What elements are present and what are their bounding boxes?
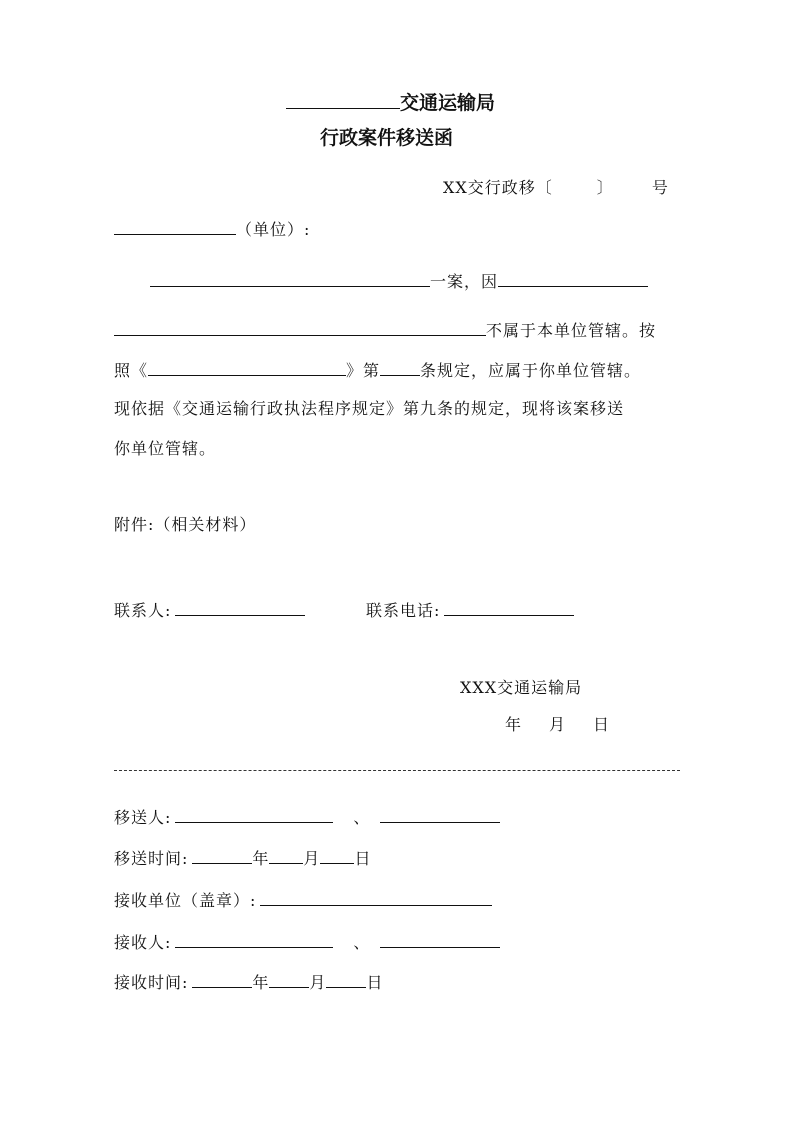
sender-separator: 、 xyxy=(353,808,371,827)
receiver-label: 接收人: xyxy=(114,933,172,952)
contact-person-field[interactable] xyxy=(175,601,305,616)
article-text: 条规定，应属于你单位管辖。 xyxy=(420,361,642,380)
case-name-field[interactable] xyxy=(150,272,430,287)
receiver-line xyxy=(114,933,500,951)
sender-field-1[interactable] xyxy=(175,808,333,823)
send-month-field[interactable] xyxy=(269,849,303,864)
regulation-name-field[interactable] xyxy=(148,361,346,376)
receive-time-line xyxy=(114,973,383,991)
bureau-name-blank[interactable] xyxy=(286,90,400,109)
reason-continued-field[interactable] xyxy=(114,321,486,336)
contact-phone-label: 联系电话: xyxy=(366,601,441,620)
receive-day-field[interactable] xyxy=(326,973,366,988)
receiver-field-2[interactable] xyxy=(380,933,500,948)
contact-phone-line xyxy=(366,601,574,619)
doc-no-prefix: XX交行政移〔 xyxy=(443,178,553,197)
contact-person-line xyxy=(114,601,305,619)
sender-label: 移送人: xyxy=(114,808,172,827)
send-year-label: 年 xyxy=(252,849,270,868)
page-title: 行政案件移送函 xyxy=(320,127,454,149)
send-day-label: 日 xyxy=(354,849,372,868)
case-text: 一案，因 xyxy=(430,272,499,291)
bureau-title xyxy=(286,90,495,113)
basis-line: 现依据《交通运输行政执法程序规定》第九条的规定，现将该案移送 xyxy=(114,399,625,418)
bureau-suffix: 交通运输局 xyxy=(400,92,496,114)
send-time-label: 移送时间: xyxy=(114,849,189,868)
zhao-text: 照《 xyxy=(114,361,149,380)
not-jurisdiction-text: 不属于本单位管辖。按 xyxy=(486,321,657,340)
transfer-line: 你单位管辖。 xyxy=(114,439,217,458)
receive-month-label: 月 xyxy=(309,973,327,992)
send-day-field[interactable] xyxy=(320,849,354,864)
send-month-label: 月 xyxy=(303,849,321,868)
sender-field-2[interactable] xyxy=(380,808,500,823)
signature-org: XXX交通运输局 xyxy=(460,678,583,697)
receive-year-field[interactable] xyxy=(192,973,252,988)
article-number-field[interactable] xyxy=(380,361,420,376)
send-year-field[interactable] xyxy=(192,849,252,864)
case-line xyxy=(150,272,648,290)
sender-line xyxy=(114,808,500,826)
contact-person-label: 联系人: xyxy=(114,601,172,620)
doc-no-suffix: 号 xyxy=(651,178,669,197)
addressee-unit-field[interactable] xyxy=(114,220,236,235)
reason-line xyxy=(114,321,656,339)
send-time-line xyxy=(114,849,371,867)
di-text: 》第 xyxy=(346,361,381,380)
receiver-unit-label: 接收单位（盖章）: xyxy=(114,891,257,910)
addressee-label: （单位）: xyxy=(236,220,311,239)
receiver-unit-field[interactable] xyxy=(260,891,492,906)
doc-no-close: 〕 xyxy=(596,178,614,197)
contact-phone-field[interactable] xyxy=(444,601,574,616)
receiver-unit-line xyxy=(114,891,492,909)
receiver-separator: 、 xyxy=(353,933,371,952)
signature-date: 年 月 日 xyxy=(505,715,616,734)
addressee-line xyxy=(114,220,310,238)
receive-day-label: 日 xyxy=(366,973,384,992)
regulation-line xyxy=(114,361,641,379)
receive-month-field[interactable] xyxy=(269,973,309,988)
receiver-field-1[interactable] xyxy=(175,933,333,948)
document-number xyxy=(443,180,669,196)
reason-field[interactable] xyxy=(498,272,648,287)
attachment-line: 附件:（相关材料） xyxy=(114,515,257,534)
receive-year-label: 年 xyxy=(252,973,270,992)
receive-time-label: 接收时间: xyxy=(114,973,189,992)
cut-line-divider xyxy=(114,770,680,771)
